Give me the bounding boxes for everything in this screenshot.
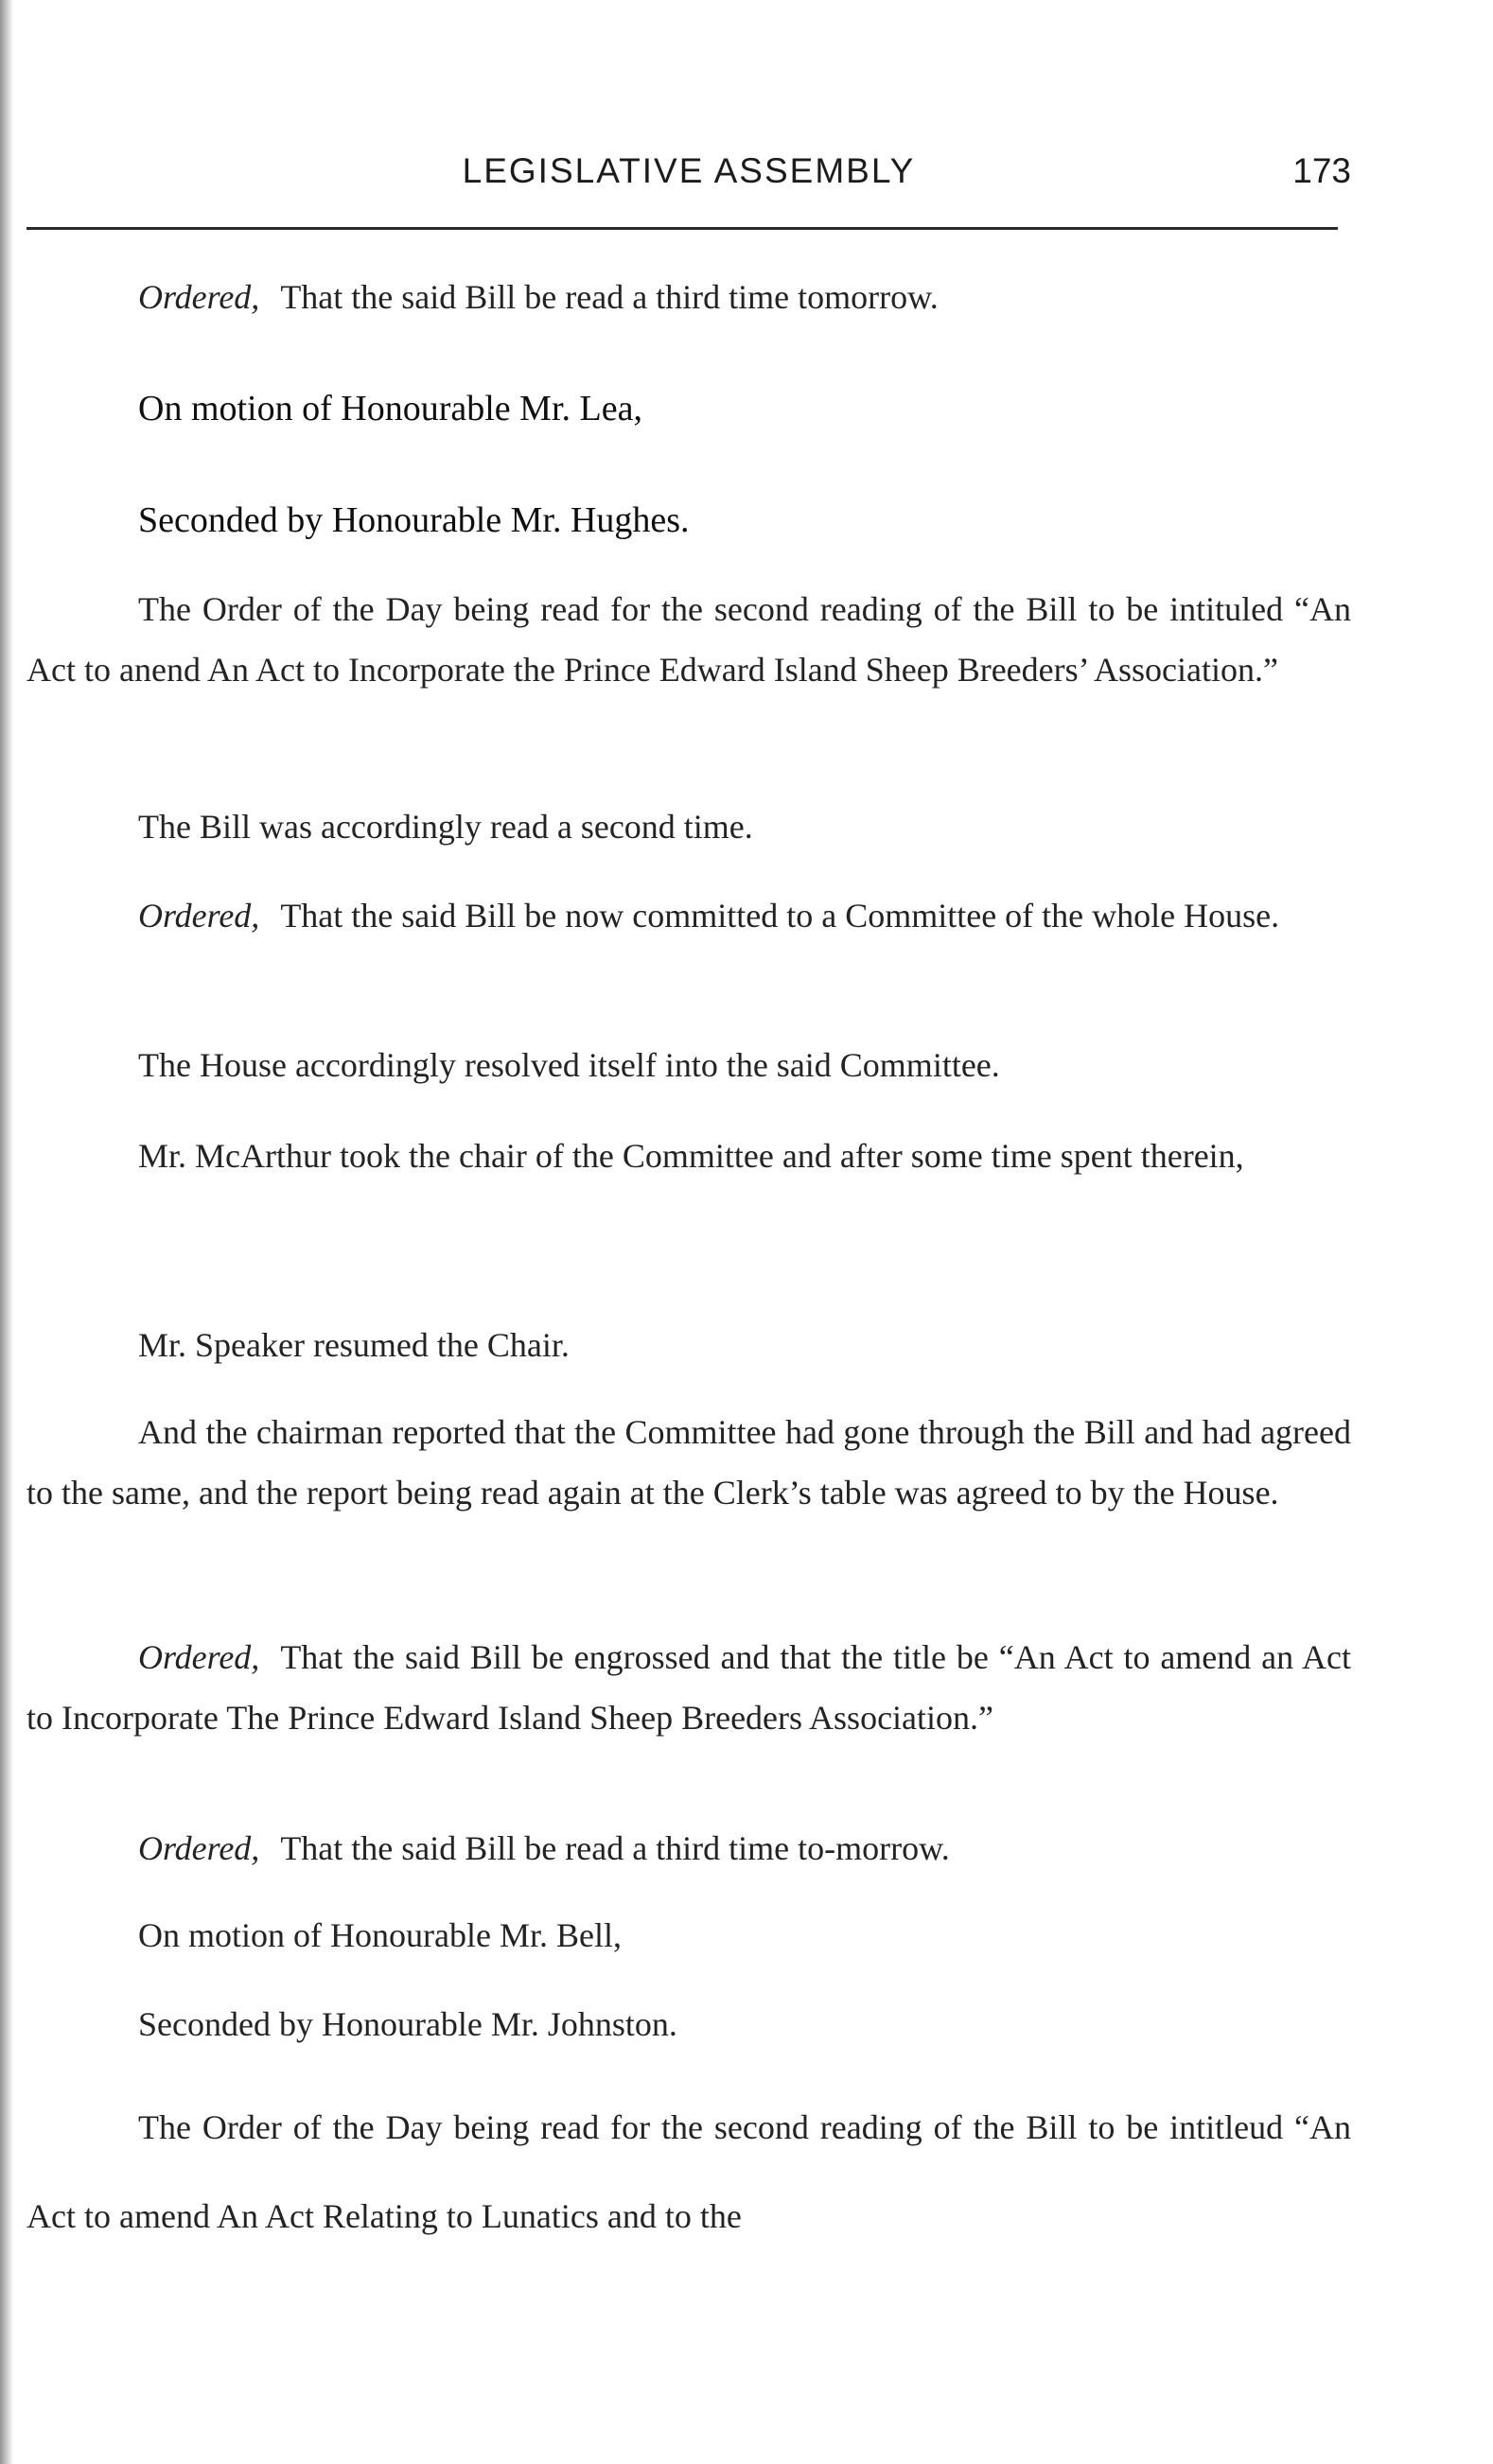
paragraph-text: Mr. Speaker resumed the Chair.	[138, 1326, 570, 1364]
paragraph-text: The Order of the Day being read for the second reading of the Bill to be intitleud “An Act to amend An Act Relating to Lunatics and to the	[26, 2108, 1351, 2235]
paragraph-seconded	[26, 490, 1351, 550]
paragraph-text: The Order of the Day being read for the second reading of the Bill to be intituled “An Act to anend An Act to Incorporate the Prince Edward Island Sheep Breeders’ Association.”	[26, 590, 1351, 689]
paragraph-text: And the chairman reported that the Committee had gone through the Bill and had agreed to the same, and the report being read again at the Clerk’s table was agreed to by the House.	[26, 1413, 1351, 1512]
paragraph-chair-taken	[26, 1126, 1351, 1186]
paragraph-ordered-third-reading	[26, 267, 1351, 327]
ordered-label: Ordered,	[138, 278, 260, 316]
paragraph-ordered-engrossed	[26, 1627, 1351, 1748]
paragraph-motion-2	[26, 1905, 1351, 1966]
paragraph-chairman-report	[26, 1402, 1351, 1523]
ordered-label: Ordered,	[138, 897, 260, 935]
paragraph-ordered-third-reading-2	[26, 1818, 1351, 1879]
paragraph-text: That the said Bill be read a third time tomorrow.	[280, 278, 939, 316]
running-title: LEGISLATIVE ASSEMBLY	[462, 151, 916, 190]
paragraph-ordered-committed	[26, 885, 1351, 946]
paragraph-text: Seconded by Honourable Mr. Johnston.	[138, 2005, 677, 2043]
paragraph-house-resolved	[26, 1035, 1351, 1095]
paragraph-text: The House accordingly resolved itself into the said Committee.	[138, 1046, 1000, 1084]
ordered-label: Ordered,	[138, 1638, 260, 1676]
paragraph-text: That the said Bill be engrossed and that the title be “An Act to amend an Act to Incorporate The Prince Edward Island Sheep Breeders Association.”	[26, 1638, 1351, 1737]
header-rule	[26, 227, 1338, 230]
paragraph-text: Seconded by Honourable Mr. Hughes.	[138, 500, 690, 540]
paragraph-text: The Bill was accordingly read a second time.	[138, 808, 753, 846]
paragraph-text: On motion of Honourable Mr. Bell,	[138, 1916, 622, 1954]
page-header	[26, 151, 1351, 208]
paragraph-seconded-2	[26, 1994, 1351, 2054]
paragraph-text: On motion of Honourable Mr. Lea,	[138, 389, 642, 428]
binding-edge-shadow	[0, 0, 13, 2464]
paragraph-second-reading	[26, 796, 1351, 857]
paragraph-text: That the said Bill be now committed to a Committee of the whole House.	[280, 897, 1280, 935]
paragraph-order-of-day	[26, 579, 1351, 700]
page-number: 173	[1292, 151, 1351, 190]
paragraph-text: That the said Bill be read a third time to-morrow.	[280, 1829, 950, 1867]
paragraph-motion	[26, 378, 1351, 439]
paragraph-speaker-resumed	[26, 1315, 1351, 1375]
ordered-label: Ordered,	[138, 1829, 260, 1867]
paragraph-order-of-day-2	[26, 2083, 1351, 2261]
paragraph-text: Mr. McArthur took the chair of the Committee and after some time spent therein,	[138, 1137, 1244, 1175]
